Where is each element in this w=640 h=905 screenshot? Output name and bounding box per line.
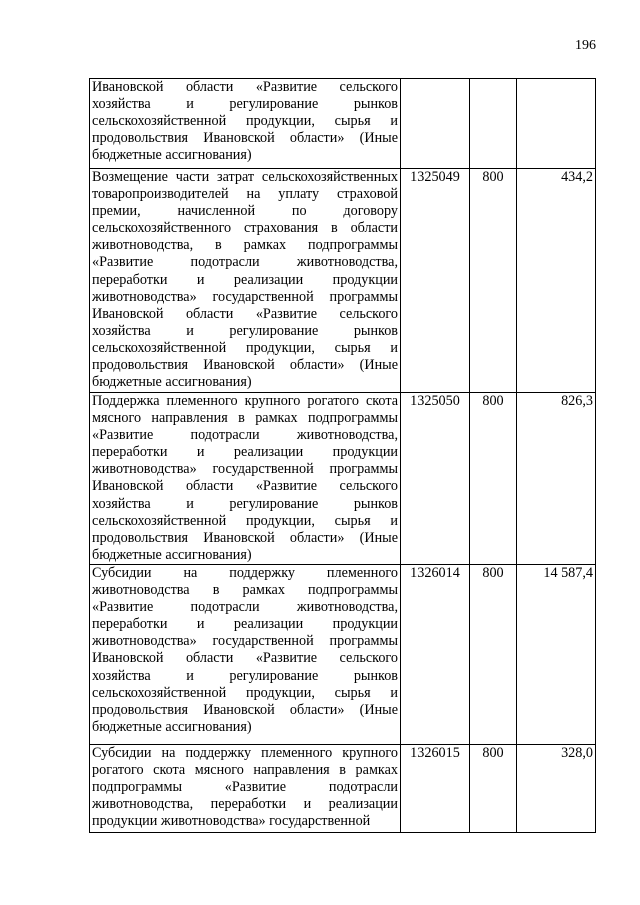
row-expense-type: 800 <box>470 169 517 393</box>
row-expense-type <box>470 79 517 169</box>
row-amount: 14 587,4 <box>517 564 596 744</box>
row-amount <box>517 79 596 169</box>
table-row <box>90 169 596 393</box>
row-description: Ивановской области «Развитие сельского хозяйства и регулирование рынков сельскохозяйственной продукции, сырья и продовольствия Ивановской области» (Иные бюджетные ассигнования) <box>90 79 401 169</box>
row-amount: 826,3 <box>517 393 596 565</box>
row-description: Субсидии на поддержку племенного крупного рогатого скота мясного направления в рамках подпрограммы «Развитие подотрасли животноводства, переработки и реализации продукции животноводства» государственной <box>90 744 401 832</box>
row-amount: 328,0 <box>517 744 596 832</box>
table-row <box>90 564 596 744</box>
table-row <box>90 79 596 169</box>
row-amount: 434,2 <box>517 169 596 393</box>
page-number: 196 <box>575 38 596 53</box>
row-description: Субсидии на поддержку племенного животноводства в рамках подпрограммы «Развитие подотрасли животноводства, переработки и реализации продукции животноводства» государственной программы Ивановской области «Развитие сельского хозяйства и регулирование рынков сельскохозяйственной продукции, сырья и продовольствия Ивановской области» (Иные бюджетные ассигнования) <box>90 564 401 744</box>
table-row <box>90 744 596 832</box>
row-target-code: 1325049 <box>401 169 470 393</box>
table-row <box>90 393 596 565</box>
row-target-code: 1326015 <box>401 744 470 832</box>
row-expense-type: 800 <box>470 744 517 832</box>
row-target-code: 1325050 <box>401 393 470 565</box>
row-description: Поддержка племенного крупного рогатого скота мясного направления в рамках подпрограммы «Развитие подотрасли животноводства, переработки и реализации продукции животноводства» государственной программы Ивановской области «Развитие сельского хозяйства и регулирование рынков сельскохозяйственной продукции, сырья и продовольствия Ивановской области» (Иные бюджетные ассигнования) <box>90 393 401 565</box>
row-target-code: 1326014 <box>401 564 470 744</box>
row-expense-type: 800 <box>470 564 517 744</box>
row-target-code <box>401 79 470 169</box>
budget-table <box>89 78 596 833</box>
row-description: Возмещение части затрат сельскохозяйственных товаропроизводителей на уплату страховой премии, начисленной по договору сельскохозяйственного страхования в области животноводства, в рамках подпрограммы «Развитие подотрасли животноводства, переработки и реализации продукции животноводства» государственной программы Ивановской области «Развитие сельского хозяйства и регулирование рынков сельскохозяйственной продукции, сырья и продовольствия Ивановской области» (Иные бюджетные ассигнования) <box>90 169 401 393</box>
row-expense-type: 800 <box>470 393 517 565</box>
